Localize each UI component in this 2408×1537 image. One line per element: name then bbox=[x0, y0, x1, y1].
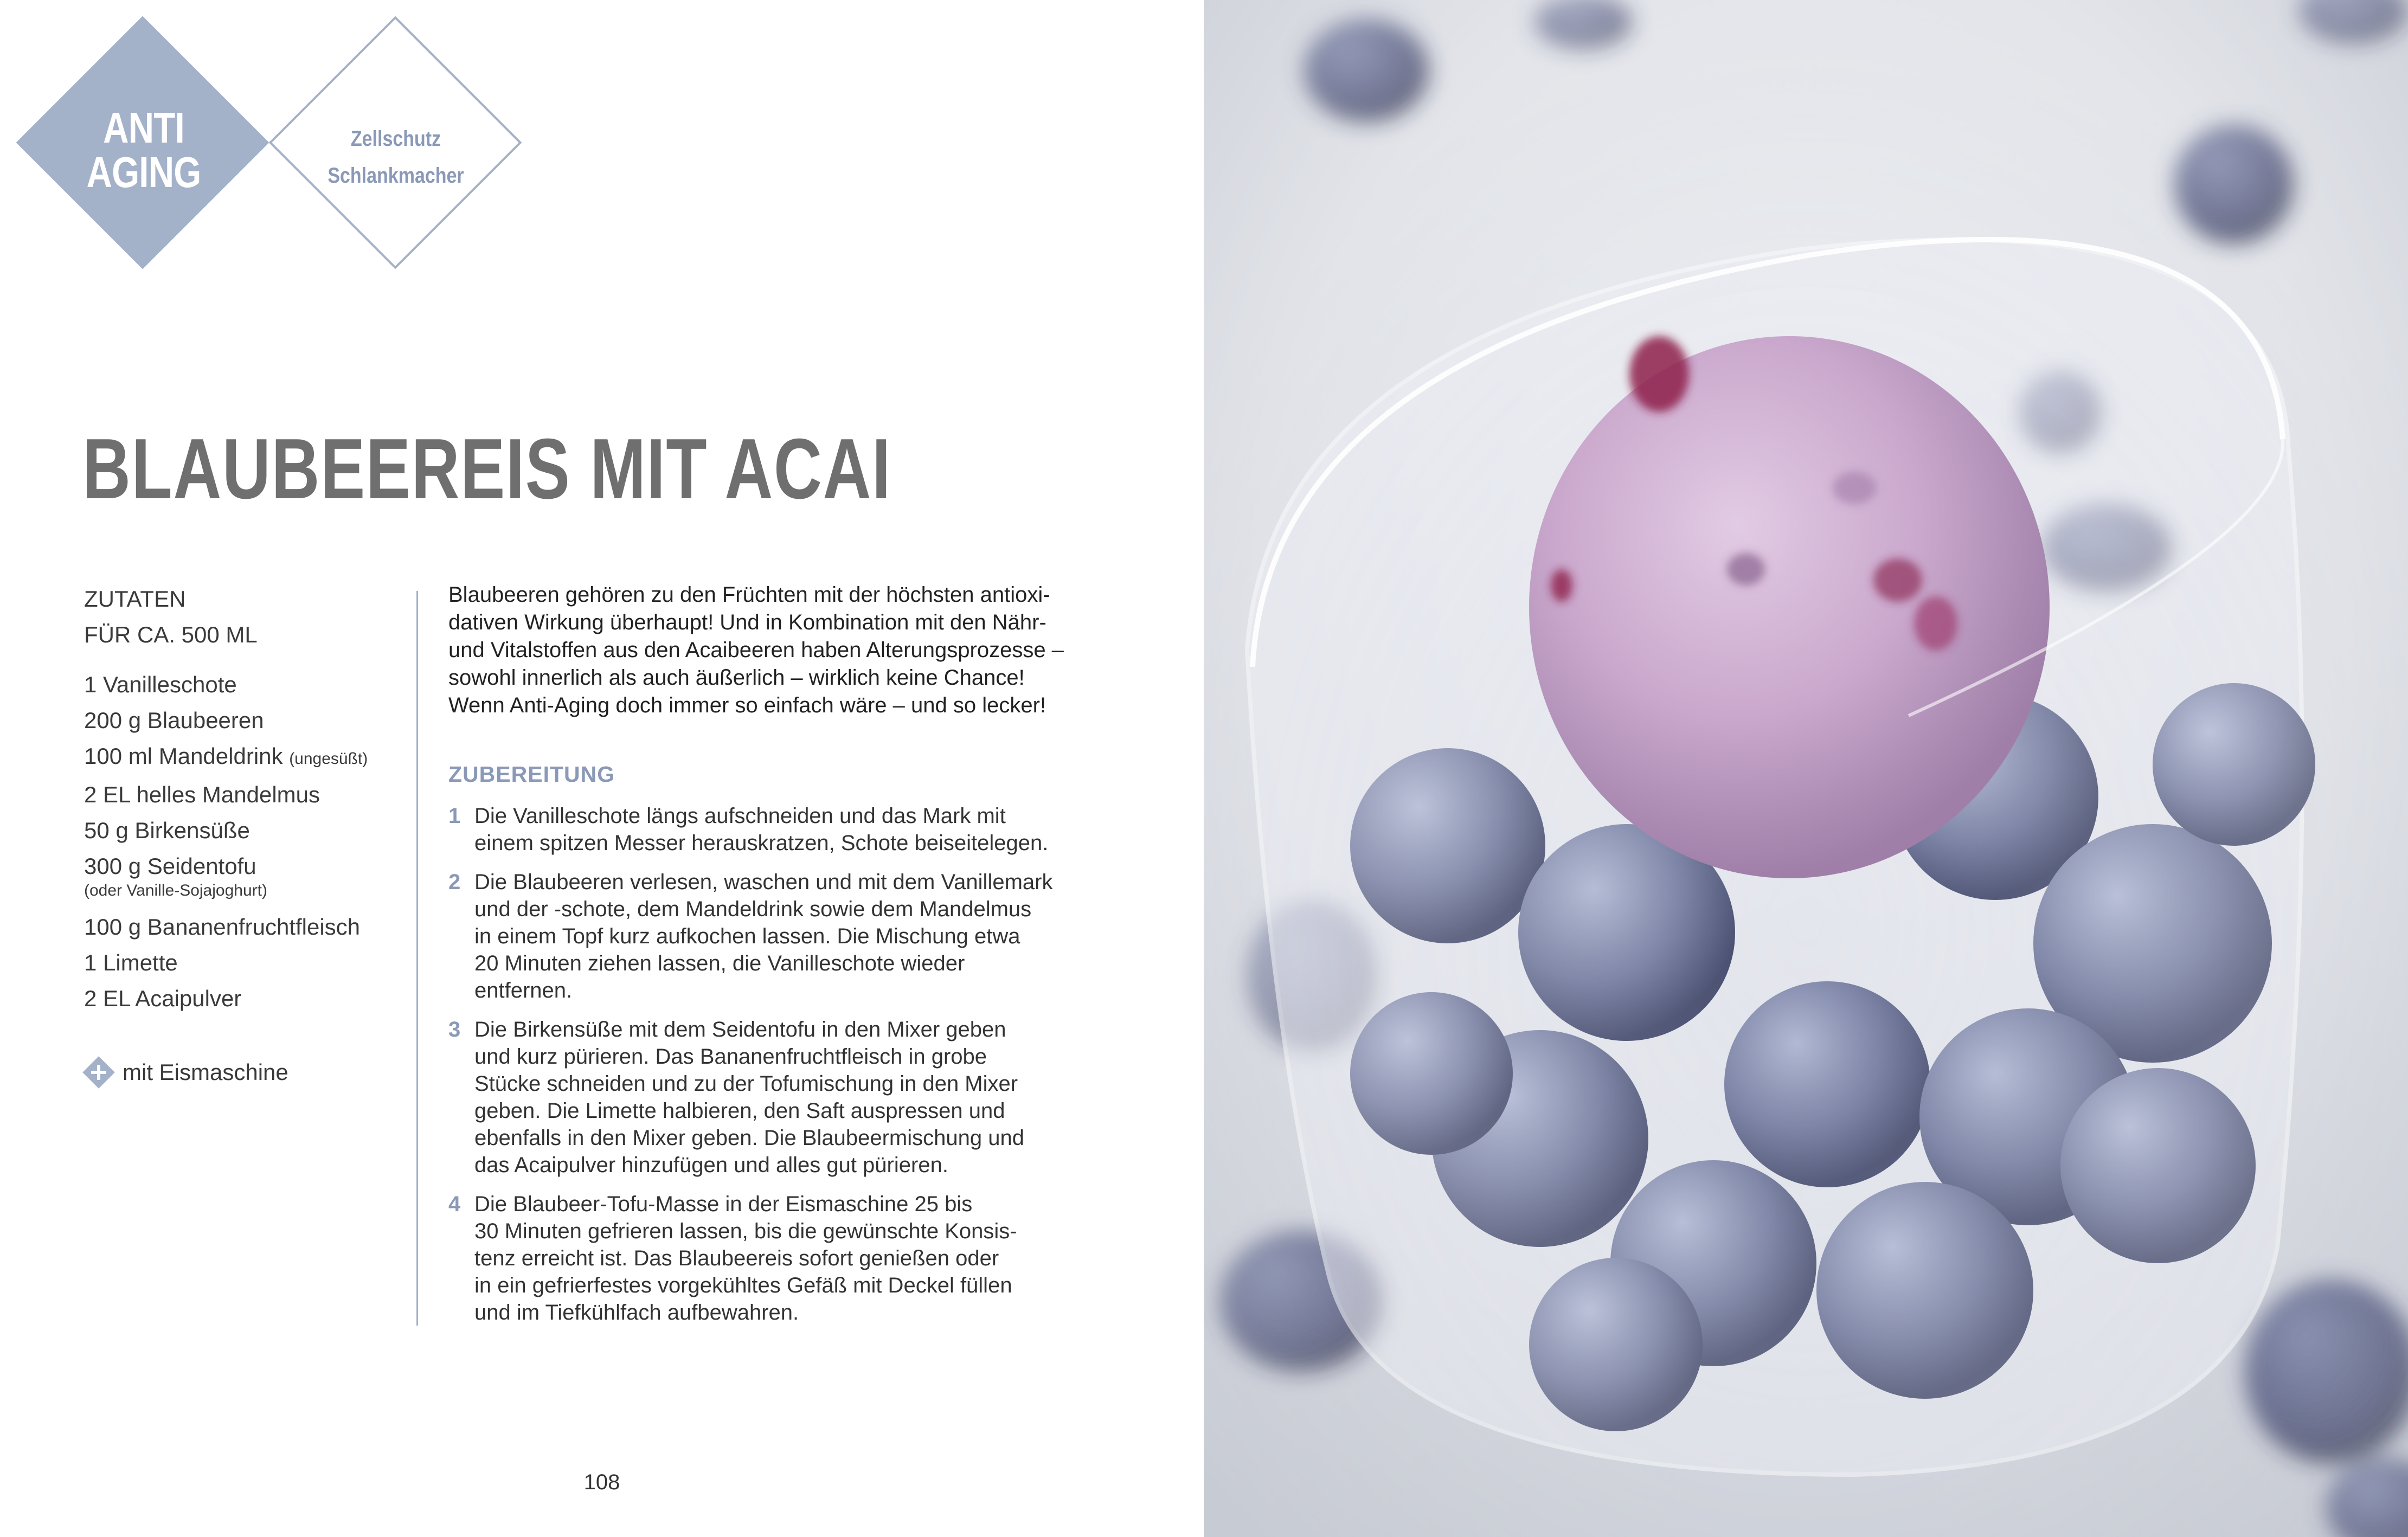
step-item bbox=[448, 1191, 1121, 1326]
recipe-title: BLAUBEEREIS MIT ACAI bbox=[82, 421, 891, 517]
step-item bbox=[448, 802, 1121, 857]
intro-line: dativen Wirkung überhaupt! Und in Kombination mit den Nähr- bbox=[448, 610, 1046, 634]
ingredient-item: 300 g Seidentofu (oder Vanille-Sojajoghurt) bbox=[84, 848, 409, 902]
intro-line: sowohl innerlich als auch äußerlich – wirklich keine Chance! bbox=[448, 666, 1025, 690]
ingredient-item: 1 Vanilleschote bbox=[84, 672, 237, 697]
ingredient-note: (oder Vanille-Sojajoghurt) bbox=[84, 882, 267, 899]
ingredient-item: 200 g Blaubeeren bbox=[84, 708, 264, 733]
ingredient-items bbox=[84, 667, 409, 1017]
step-number: 1 bbox=[448, 804, 461, 828]
intro-text bbox=[448, 581, 1121, 719]
ingredient-item: 2 EL helles Mandelmus bbox=[84, 782, 320, 807]
blueberry-ice-cream-photo bbox=[1204, 0, 2408, 1537]
badge-primary-label: ANTI AGING bbox=[86, 104, 201, 196]
step-text: Die Blaubeeren verlesen, waschen und mit dem Vanillemark und der -schote, dem Mandeldrink sowie dem Mandelmus in einem Topf kurz aufkochen lassen. Die Mischung etwa 20 Minuten ziehen lassen, die Vanilleschote wieder entfernen. bbox=[474, 870, 1053, 1002]
preparation-steps bbox=[448, 802, 1121, 1338]
intro-line: und Vitalstoffen aus den Acaibeeren haben Alterungsprozesse – bbox=[448, 638, 1064, 662]
ingredients-heading: ZUTATEN bbox=[84, 586, 186, 612]
column-divider bbox=[416, 591, 418, 1326]
equipment-label: mit Eismaschine bbox=[123, 1059, 288, 1085]
step-text: Die Birkensüße mit dem Seidentofu in den Mixer geben und kurz pürieren. Das Bananenfruchtfleisch in grobe Stücke schneiden und zu der Tofumischung in den Mixer geben. Die Limette halbieren, den Saft auspressen und ebenfalls in den Mixer geben. Die Blaubeermischung und das Acaipulver hinzufügen und alles gut pürieren. bbox=[474, 1018, 1024, 1177]
step-number: 2 bbox=[448, 870, 461, 894]
recipe-photo bbox=[1204, 0, 2408, 1537]
step-text: Die Vanilleschote längs aufschneiden und das Mark mit einem spitzen Messer herauskratzen, Schote beiseitelegen. bbox=[474, 804, 1049, 855]
page-number: 108 bbox=[583, 1470, 620, 1494]
step-number: 4 bbox=[448, 1192, 461, 1216]
ingredient-item: 2 EL Acaipulver bbox=[84, 986, 242, 1011]
intro-line: Wenn Anti-Aging doch immer so einfach wäre – und so lecker! bbox=[448, 693, 1046, 717]
plus-diamond-icon bbox=[82, 1056, 115, 1089]
step-text: Die Blaubeer-Tofu-Masse in der Eismaschine 25 bis 30 Minuten gefrieren lassen, bis die gewünschte Konsis- tenz erreicht ist. Das Blaubeereis sofort genießen oder in ein gefrierfestes vorgekühltes Gefäß mit Deckel füllen und im Tiefkühlfach aufbewahren. bbox=[474, 1192, 1017, 1324]
equipment-note bbox=[82, 1056, 288, 1089]
ingredient-item: 100 ml Mandeldrink (ungesüßt) bbox=[84, 743, 368, 769]
ingredient-item: 1 Limette bbox=[84, 950, 178, 975]
ingredient-item: 100 g Bananenfruchtfleisch bbox=[84, 914, 361, 940]
intro-line: Blaubeeren gehören zu den Früchten mit der höchsten antioxi- bbox=[448, 583, 1050, 607]
preparation-heading: ZUBEREITUNG bbox=[448, 762, 615, 787]
badge-secondary-label: Zellschutz Schlankmacher bbox=[328, 127, 464, 188]
ingredient-note: (ungesüßt) bbox=[289, 750, 368, 768]
step-item bbox=[448, 1016, 1121, 1179]
ingredient-item: 50 g Birkensüße bbox=[84, 818, 250, 843]
ingredients-list bbox=[84, 581, 409, 1017]
step-number: 3 bbox=[448, 1018, 461, 1041]
step-item bbox=[448, 869, 1121, 1004]
yield-label: FÜR CA. 500 ML bbox=[84, 622, 258, 647]
